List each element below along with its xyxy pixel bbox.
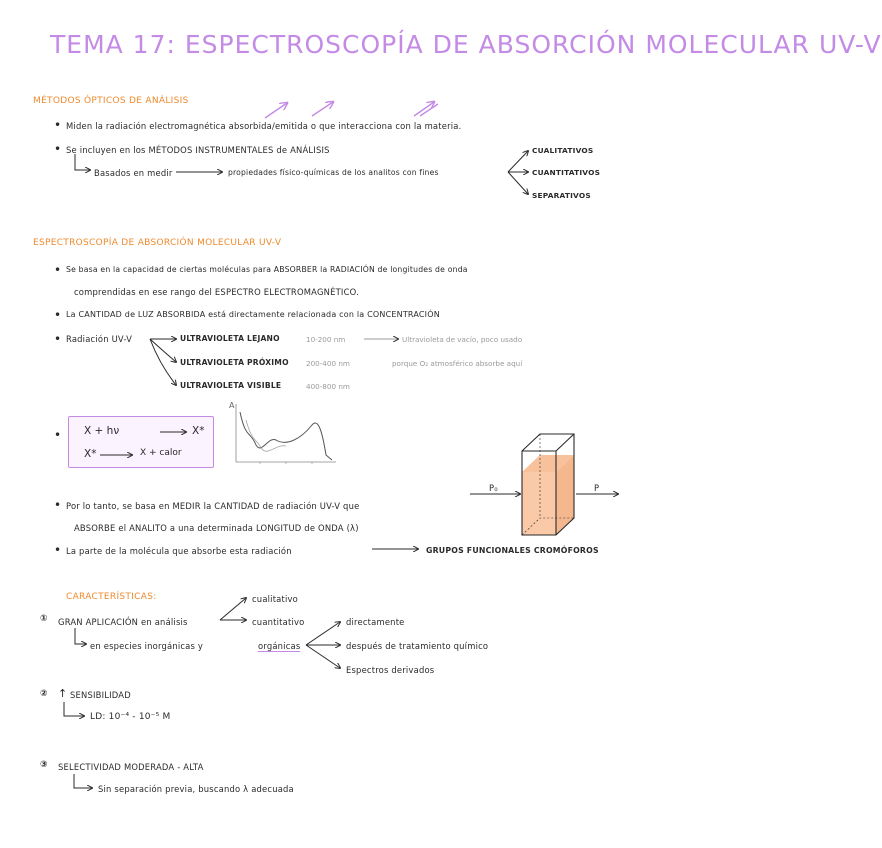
text-line: Sin separación previa, buscando λ adecuada — [98, 784, 294, 794]
branch-item: después de tratamiento químico — [346, 641, 489, 651]
equation-excitation-right: X* — [192, 425, 205, 437]
uv-range-note: Ultravioleta de vacío, poco usado — [402, 335, 523, 344]
bullet-icon: • — [54, 308, 62, 322]
bullet-icon: • — [54, 332, 62, 346]
bullet-icon: • — [54, 498, 62, 512]
text-line: Se incluyen en los MÉTODOS INSTRUMENTALES de ANÁLISIS — [66, 145, 330, 155]
branch-item: cualitativo — [252, 594, 299, 604]
text-line: en especies inorgánicas y — [90, 641, 204, 651]
text-line: comprendidas en ese rango del ESPECTRO ELECTROMAGNÉTICO. — [74, 287, 359, 297]
section-heading-uv-absorption: ESPECTROSCOPÍA DE ABSORCIÓN MOLECULAR UV-V — [33, 238, 282, 248]
text-line: Basados en medir — [94, 168, 173, 178]
absorbed-arrow-icon — [265, 103, 287, 118]
purpose-item: CUANTITATIVOS — [532, 168, 601, 177]
uv-range-note: porque O₂ atmosférico absorbe aquí — [392, 359, 523, 368]
text-line: Miden la radiación electromagnética absorbida/emitida o que interacciona con la materia. — [66, 121, 462, 131]
text-line: ABSORBE el ANALITO a una determinada LONGITUD de ONDA (λ) — [74, 523, 359, 533]
section-heading-characteristics: CARACTERÍSTICAS: — [66, 592, 157, 602]
branch-item: directamente — [346, 617, 405, 627]
characteristic-item: GRAN APLICACIÓN en análisis — [58, 617, 188, 627]
bullet-icon: • — [54, 118, 62, 132]
text-line: La CANTIDAD de LUZ ABSORBIDA está directamente relacionada con la CONCENTRACIÓN — [66, 310, 440, 319]
page-title: TEMA 17: ESPECTROSCOPÍA DE ABSORCIÓN MOLECULAR UV-V — [50, 30, 882, 59]
uv-range-name: ULTRAVIOLETA LEJANO — [180, 334, 280, 343]
bullet-icon: • — [54, 428, 62, 442]
equation-relaxation-left: X* — [84, 448, 97, 460]
item-number: ① — [40, 614, 48, 624]
text-line: Se basa en la capacidad de ciertas moléculas para ABSORBER la RADIACIÓN de longitudes de onda — [66, 265, 468, 274]
bullet-icon: • — [54, 142, 62, 156]
text-line: propiedades físico-químicas de los analitos con fines — [228, 168, 439, 177]
text-line: La parte de la molécula que absorbe esta radiación — [66, 546, 292, 556]
branch-item: cuantitativo — [252, 617, 305, 627]
bullet-icon: • — [54, 263, 62, 277]
transmitted-power-label: P — [594, 483, 600, 493]
item-number: ② — [40, 689, 48, 699]
equation-relaxation-right: X + calor — [140, 448, 182, 458]
cuvette-diagram — [470, 434, 618, 535]
characteristic-item: SELECTIVIDAD MODERADA - ALTA — [58, 762, 204, 772]
graph-axis-label: A — [229, 401, 235, 410]
up-arrow-icon: ↑ — [58, 687, 68, 700]
chromophore-result: GRUPOS FUNCIONALES CROMÓFOROS — [426, 546, 599, 555]
text-line: Radiación UV-V — [66, 334, 132, 344]
highlighted-word: orgánicas — [258, 641, 301, 651]
hook-arrow-icon — [75, 154, 90, 170]
emitted-arrow-icon — [312, 102, 333, 116]
uv-range-name: ULTRAVIOLETA VISIBLE — [180, 381, 282, 390]
uv-range-value: 400-800 nm — [306, 382, 350, 391]
uv-range-value: 200-400 nm — [306, 359, 350, 368]
equation-excitation-left: X + hν — [84, 425, 120, 437]
purpose-item: SEPARATIVOS — [532, 191, 591, 200]
uv-range-name: ULTRAVIOLETA PRÓXIMO — [180, 358, 289, 367]
characteristic-item: SENSIBILIDAD — [70, 690, 131, 700]
item-number: ③ — [40, 760, 48, 770]
bullet-icon: • — [54, 543, 62, 557]
absorption-spectrum-graph — [236, 404, 336, 464]
text-line: Por lo tanto, se basa en MEDIR la CANTIDAD de radiación UV-V que — [66, 501, 360, 511]
uv-range-value: 10-200 nm — [306, 335, 346, 344]
section-heading-optical-methods: MÉTODOS ÓPTICOS DE ANÁLISIS — [33, 96, 189, 106]
detection-limit: LD: 10⁻⁴ - 10⁻⁵ M — [90, 712, 171, 722]
incident-power-label: P₀ — [489, 483, 498, 493]
purpose-item: CUALITATIVOS — [532, 146, 594, 155]
branch-item: Espectros derivados — [346, 665, 435, 675]
